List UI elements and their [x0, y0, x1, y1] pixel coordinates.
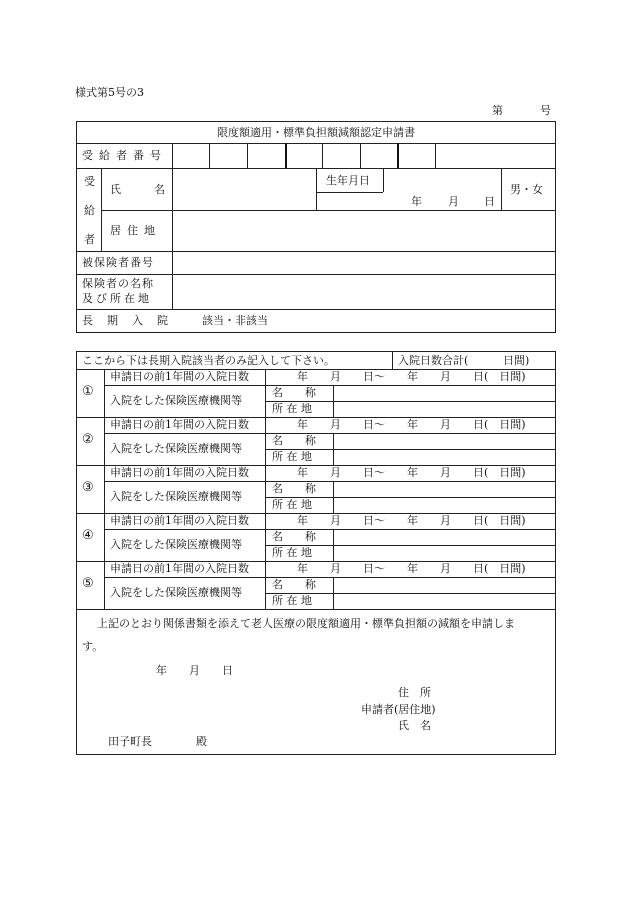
- entry-5-name-field[interactable]: [334, 578, 555, 592]
- entry-1-name-label: 名 称: [272, 386, 316, 399]
- entry-2-period[interactable]: 年 月 日〜 年 月 日( 日間): [297, 418, 526, 431]
- name-field[interactable]: [173, 169, 316, 209]
- entry-3-address-field[interactable]: [334, 498, 555, 512]
- entry-3-name-field[interactable]: [334, 482, 555, 496]
- entry-1-days-label: 申請日の前1年間の入院日数: [110, 370, 249, 383]
- entry-3-period[interactable]: 年 月 日〜 年 月 日( 日間): [297, 466, 526, 479]
- entry-5-mark: ⑤: [82, 576, 94, 591]
- entry-5-address-label: 所 在 地: [272, 594, 312, 607]
- birth-month: 月: [448, 195, 459, 208]
- recipient-digit-3[interactable]: [248, 144, 285, 167]
- birth-year: 年: [411, 195, 422, 208]
- entry-4-address-label: 所 在 地: [272, 546, 312, 559]
- applicant-label: 申請者(居住地): [361, 703, 436, 716]
- recipient-digit-6[interactable]: [361, 144, 397, 167]
- entry-2-facility-label: 入院をした保険医療機関等: [110, 442, 242, 455]
- entry-4-period[interactable]: 年 月 日〜 年 月 日( 日間): [297, 514, 526, 527]
- name-label-2: 名: [154, 183, 165, 196]
- entry-2-address-label: 所 在 地: [272, 450, 312, 463]
- residence-label: 居住地: [110, 224, 161, 237]
- total-days-unit: 日間): [503, 354, 530, 367]
- form-number: 様式第5号の3: [75, 86, 144, 99]
- name-label-1: 氏: [110, 183, 121, 196]
- entry-4-name-field[interactable]: [334, 530, 555, 544]
- birth-day: 日: [484, 195, 495, 208]
- recipient-digit-7[interactable]: [399, 144, 435, 167]
- entry-3-name-label: 名 称: [272, 482, 316, 495]
- entry-4-days-label: 申請日の前1年間の入院日数: [110, 514, 249, 527]
- entry-3-days-label: 申請日の前1年間の入院日数: [110, 466, 249, 479]
- insurer-field[interactable]: [173, 275, 555, 308]
- entry-2-days-label: 申請日の前1年間の入院日数: [110, 418, 249, 431]
- entry-1-mark: ①: [82, 384, 94, 399]
- entry-2-mark: ②: [82, 432, 94, 447]
- number-label-go: 号: [540, 104, 551, 117]
- entry-2-name-field[interactable]: [334, 434, 555, 448]
- recipient-group-label-1: 受: [84, 175, 95, 188]
- entry-4-address-field[interactable]: [334, 546, 555, 560]
- insured-number-label: 被保険者番号: [82, 256, 154, 269]
- applicant-address-label: 住 所: [398, 686, 431, 699]
- entry-5-name-label: 名 称: [272, 578, 316, 591]
- entry-2-name-label: 名 称: [272, 434, 316, 447]
- recipient-digit-4[interactable]: [287, 144, 322, 167]
- entry-1-period[interactable]: 年 月 日〜 年 月 日( 日間): [297, 370, 526, 383]
- recipient-digit-1[interactable]: [173, 144, 209, 167]
- declaration-line2: す。: [82, 640, 104, 653]
- recipient-digit-5[interactable]: [323, 144, 360, 167]
- entry-5-facility-label: 入院をした保険医療機関等: [110, 586, 242, 599]
- birthdate-label: 生年月日: [326, 174, 370, 187]
- insurer-label-line1: 保険者の名称: [82, 277, 154, 290]
- entry-5-period[interactable]: 年 月 日〜 年 月 日( 日間): [297, 562, 526, 575]
- recipient-number-label: 受給者番号: [82, 149, 167, 162]
- entry-1-address-field[interactable]: [334, 402, 555, 416]
- entry-2-address-field[interactable]: [334, 450, 555, 464]
- applicant-name-label: 氏 名: [398, 719, 431, 732]
- recipient-group-label-3: 者: [84, 233, 95, 246]
- entry-3-address-label: 所 在 地: [272, 498, 312, 511]
- entry-5-days-label: 申請日の前1年間の入院日数: [110, 562, 249, 575]
- entry-3-mark: ③: [82, 480, 94, 495]
- entry-4-mark: ④: [82, 528, 94, 543]
- insurer-label-line2: 及び所在地: [82, 292, 152, 305]
- entry-1-name-field[interactable]: [334, 386, 555, 400]
- entry-5-address-field[interactable]: [334, 594, 555, 608]
- entry-1-facility-label: 入院をした保険医療機関等: [110, 394, 242, 407]
- long-stay-value[interactable]: 該当・非該当: [202, 314, 268, 327]
- recipient-digit-2[interactable]: [210, 144, 247, 167]
- long-stay-label: 長期入院: [82, 314, 182, 327]
- form-title: 限度額適用・標準負担額減額認定申請書: [217, 126, 415, 139]
- residence-field[interactable]: [173, 211, 555, 250]
- entry-3-facility-label: 入院をした保険医療機関等: [110, 490, 242, 503]
- entry-4-facility-label: 入院をした保険医療機関等: [110, 538, 242, 551]
- mayor-addressee: 田子町長 殿: [108, 735, 207, 748]
- entry-1-address-label: 所 在 地: [272, 402, 312, 415]
- declaration-line1: 上記のとおり関係書類を添えて老人医療の限度額適用・標準負担額の減額を申請しま: [97, 617, 515, 630]
- number-label-dai: 第: [492, 104, 503, 117]
- recipient-group-label-2: 給: [84, 204, 95, 217]
- entry-4-name-label: 名 称: [272, 530, 316, 543]
- insured-number-field[interactable]: [173, 252, 555, 273]
- total-days-label: 入院日数合計(: [398, 354, 469, 367]
- sex-selector[interactable]: 男・女: [510, 183, 543, 196]
- application-date: 年 月 日: [156, 664, 233, 677]
- notice-text: ここから下は長期入院該当者のみ記入して下さい。: [82, 354, 335, 367]
